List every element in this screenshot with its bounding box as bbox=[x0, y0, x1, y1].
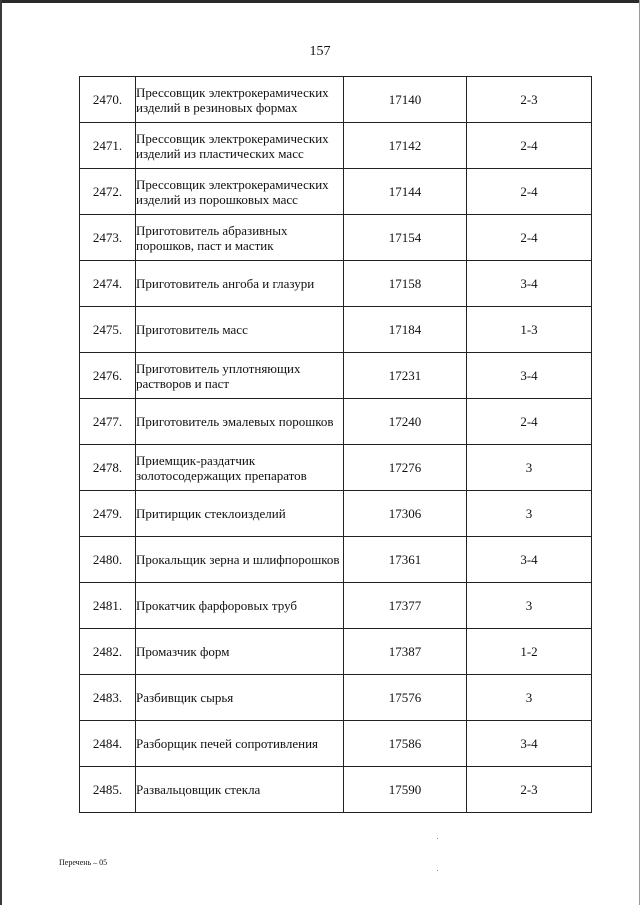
table-row bbox=[80, 77, 592, 123]
profession-code: 17387 bbox=[344, 629, 467, 675]
profession-code: 17184 bbox=[344, 307, 467, 353]
row-number: 2472. bbox=[80, 169, 136, 215]
scan-top-edge bbox=[0, 0, 640, 3]
grade-range: 3-4 bbox=[467, 353, 592, 399]
profession-code: 17377 bbox=[344, 583, 467, 629]
profession-code: 17240 bbox=[344, 399, 467, 445]
row-number: 2479. bbox=[80, 491, 136, 537]
grade-range: 3 bbox=[467, 675, 592, 721]
table-row bbox=[80, 537, 592, 583]
grade-range: 2-3 bbox=[467, 767, 592, 813]
row-number: 2480. bbox=[80, 537, 136, 583]
table-row bbox=[80, 721, 592, 767]
profession-code: 17158 bbox=[344, 261, 467, 307]
row-number: 2474. bbox=[80, 261, 136, 307]
grade-range: 2-4 bbox=[467, 123, 592, 169]
grade-range: 2-4 bbox=[467, 169, 592, 215]
grade-range: 3-4 bbox=[467, 537, 592, 583]
profession-name: Приготовитель масс bbox=[136, 307, 344, 353]
profession-code: 17231 bbox=[344, 353, 467, 399]
profession-code: 17576 bbox=[344, 675, 467, 721]
grade-range: 2-4 bbox=[467, 215, 592, 261]
row-number: 2485. bbox=[80, 767, 136, 813]
profession-name: Разбивщик сырья bbox=[136, 675, 344, 721]
table-row bbox=[80, 445, 592, 491]
profession-code: 17144 bbox=[344, 169, 467, 215]
table-row bbox=[80, 767, 592, 813]
page-number: 157 bbox=[309, 44, 331, 59]
row-number: 2470. bbox=[80, 77, 136, 123]
table-row bbox=[80, 307, 592, 353]
profession-name: Прокальщик зерна и шлифпорошков bbox=[136, 537, 344, 583]
row-number: 2484. bbox=[80, 721, 136, 767]
profession-name: Прессовщик электрокерамических изделий из порошковых масс bbox=[136, 169, 344, 215]
grade-range: 3-4 bbox=[467, 721, 592, 767]
profession-table bbox=[79, 76, 592, 813]
profession-code: 17361 bbox=[344, 537, 467, 583]
row-number: 2475. bbox=[80, 307, 136, 353]
table-row bbox=[80, 629, 592, 675]
table-row bbox=[80, 353, 592, 399]
profession-name: Приготовитель эмалевых порошков bbox=[136, 399, 344, 445]
table-row bbox=[80, 169, 592, 215]
profession-code: 17142 bbox=[344, 123, 467, 169]
scan-speck bbox=[437, 838, 438, 839]
profession-code: 17140 bbox=[344, 77, 467, 123]
table-row bbox=[80, 123, 592, 169]
profession-name: Приемщик-раздатчик золотосодержащих препаратов bbox=[136, 445, 344, 491]
profession-name: Притирщик стеклоизделий bbox=[136, 491, 344, 537]
grade-range: 2-4 bbox=[467, 399, 592, 445]
row-number: 2471. bbox=[80, 123, 136, 169]
row-number: 2478. bbox=[80, 445, 136, 491]
scan-left-edge bbox=[0, 0, 2, 905]
grade-range: 3 bbox=[467, 445, 592, 491]
table-body bbox=[80, 77, 592, 813]
profession-code: 17590 bbox=[344, 767, 467, 813]
table-row bbox=[80, 399, 592, 445]
profession-code: 17586 bbox=[344, 721, 467, 767]
table-row bbox=[80, 491, 592, 537]
grade-range: 3 bbox=[467, 583, 592, 629]
profession-name: Прессовщик электрокерамических изделий в резиновых формах bbox=[136, 77, 344, 123]
grade-range: 2-3 bbox=[467, 77, 592, 123]
table-row bbox=[80, 215, 592, 261]
profession-name: Приготовитель абразивных порошков, паст и мастик bbox=[136, 215, 344, 261]
profession-name: Разборщик печей сопротивления bbox=[136, 721, 344, 767]
row-number: 2481. bbox=[80, 583, 136, 629]
table-row bbox=[80, 675, 592, 721]
row-number: 2477. bbox=[80, 399, 136, 445]
profession-name: Прокатчик фарфоровых труб bbox=[136, 583, 344, 629]
row-number: 2482. bbox=[80, 629, 136, 675]
grade-range: 1-2 bbox=[467, 629, 592, 675]
profession-name: Развальцовщик стекла bbox=[136, 767, 344, 813]
document-footer: Перечень – 05 bbox=[59, 858, 108, 867]
profession-name: Приготовитель уплотняющих растворов и паст bbox=[136, 353, 344, 399]
profession-name: Прессовщик электрокерамических изделий из пластических масс bbox=[136, 123, 344, 169]
profession-code: 17276 bbox=[344, 445, 467, 491]
grade-range: 3 bbox=[467, 491, 592, 537]
table-row bbox=[80, 583, 592, 629]
row-number: 2473. bbox=[80, 215, 136, 261]
row-number: 2483. bbox=[80, 675, 136, 721]
profession-name: Промазчик форм bbox=[136, 629, 344, 675]
grade-range: 3-4 bbox=[467, 261, 592, 307]
table-row bbox=[80, 261, 592, 307]
row-number: 2476. bbox=[80, 353, 136, 399]
profession-name: Приготовитель ангоба и глазури bbox=[136, 261, 344, 307]
profession-code: 17154 bbox=[344, 215, 467, 261]
grade-range: 1-3 bbox=[467, 307, 592, 353]
scan-speck bbox=[437, 870, 438, 871]
profession-code: 17306 bbox=[344, 491, 467, 537]
